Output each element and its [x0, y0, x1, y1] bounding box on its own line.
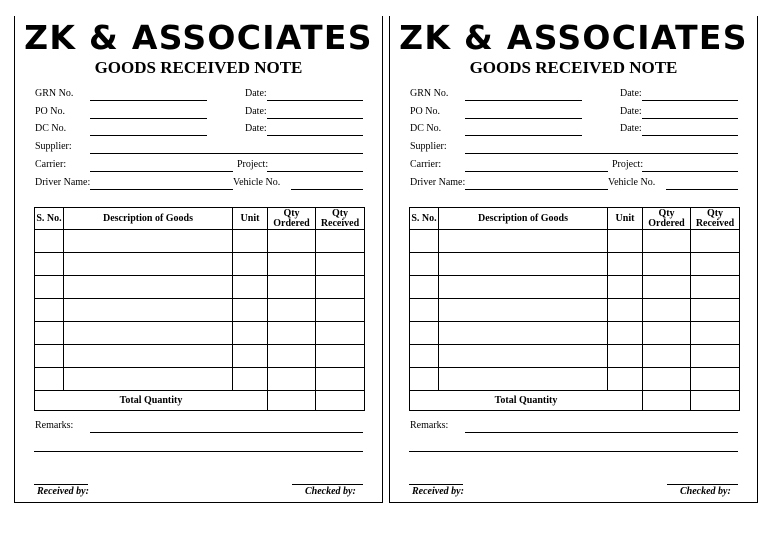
table-cell[interactable] [608, 230, 643, 253]
table-cell[interactable] [608, 253, 643, 276]
table-cell[interactable] [643, 345, 691, 368]
table-cell[interactable] [643, 230, 691, 253]
table-cell[interactable] [691, 276, 740, 299]
table-row [410, 345, 740, 368]
project-label: Project: [237, 159, 269, 170]
table-cell[interactable] [35, 253, 64, 276]
table-cell[interactable] [268, 276, 316, 299]
col-header-unit: Unit [608, 208, 643, 230]
date-field[interactable] [267, 118, 363, 119]
po-no-label: PO No. [35, 106, 66, 117]
vehicle-no-field[interactable] [291, 189, 363, 190]
items-table [409, 207, 740, 411]
date-label: Date: [245, 106, 267, 117]
received-by-signature-line[interactable] [409, 484, 463, 485]
table-cell[interactable] [233, 299, 268, 322]
total-row [35, 391, 365, 411]
grn-form-right [389, 16, 758, 503]
table-cell[interactable] [643, 253, 691, 276]
table-cell[interactable] [439, 230, 608, 253]
table-cell[interactable] [643, 322, 691, 345]
po-no-field[interactable] [90, 118, 207, 119]
date-label: Date: [245, 88, 267, 99]
table-cell[interactable] [316, 345, 365, 368]
form-title: GOODS RECEIVED NOTE [94, 58, 303, 77]
table-cell[interactable] [410, 276, 439, 299]
dc-no-label: DC No. [410, 123, 442, 134]
dc-no-label: DC No. [35, 123, 67, 134]
carrier-label: Carrier: [35, 159, 67, 170]
table-cell[interactable] [410, 299, 439, 322]
table-cell[interactable] [608, 322, 643, 345]
table-cell[interactable] [64, 276, 233, 299]
table-row [410, 368, 740, 391]
date-label: Date: [245, 123, 267, 134]
grn-no-field[interactable] [465, 100, 582, 101]
checked-by-label: Checked by: [680, 486, 731, 497]
project-field[interactable] [267, 171, 363, 172]
project-label: Project: [612, 159, 644, 170]
table-cell[interactable] [233, 345, 268, 368]
table-cell[interactable] [233, 230, 268, 253]
items-table [34, 207, 365, 411]
table-header-row [35, 208, 365, 230]
col-header-description: Description of Goods [439, 208, 608, 230]
table-cell[interactable] [439, 368, 608, 391]
table-row [410, 230, 740, 253]
grn-no-label: GRN No. [410, 88, 449, 99]
table-cell[interactable] [35, 345, 64, 368]
supplier-field[interactable] [465, 153, 738, 154]
table-cell[interactable] [410, 322, 439, 345]
table-cell[interactable] [410, 345, 439, 368]
carrier-field[interactable] [465, 171, 608, 172]
table-cell[interactable] [691, 368, 740, 391]
table-row [410, 322, 740, 345]
col-header-sno: S. No. [35, 208, 64, 230]
table-cell[interactable] [608, 368, 643, 391]
table-cell[interactable] [410, 368, 439, 391]
table-cell[interactable] [691, 230, 740, 253]
table-cell[interactable] [268, 368, 316, 391]
table-cell[interactable] [410, 230, 439, 253]
table-row [35, 276, 365, 299]
table-header-row [410, 208, 740, 230]
po-no-field[interactable] [465, 118, 582, 119]
driver-name-label: Driver Name: [410, 177, 466, 188]
table-cell[interactable] [316, 253, 365, 276]
vehicle-no-field[interactable] [666, 189, 738, 190]
dc-no-field[interactable] [465, 135, 582, 136]
table-cell[interactable] [608, 299, 643, 322]
table-cell[interactable] [35, 368, 64, 391]
date-field[interactable] [642, 135, 738, 136]
table-cell[interactable] [439, 299, 608, 322]
table-cell[interactable] [439, 345, 608, 368]
table-cell[interactable] [608, 276, 643, 299]
table-cell[interactable] [64, 299, 233, 322]
date-field[interactable] [267, 135, 363, 136]
col-header-qty-received: Qty Received [691, 208, 740, 230]
dc-no-field[interactable] [90, 135, 207, 136]
table-cell[interactable] [268, 230, 316, 253]
date-field[interactable] [642, 100, 738, 101]
supplier-label: Supplier: [410, 141, 447, 152]
table-cell[interactable] [64, 345, 233, 368]
checked-by-signature-line[interactable] [667, 484, 738, 485]
table-row [35, 253, 365, 276]
table-cell[interactable] [643, 276, 691, 299]
table-row [35, 368, 365, 391]
remarks-label: Remarks: [410, 420, 449, 431]
received-by-label: Received by: [412, 486, 464, 497]
driver-name-field[interactable] [465, 189, 608, 190]
table-cell[interactable] [643, 368, 691, 391]
grn-no-label: GRN No. [35, 88, 74, 99]
total-qty-ordered-cell[interactable] [268, 391, 316, 411]
po-no-label: PO No. [410, 106, 441, 117]
carrier-field[interactable] [90, 171, 233, 172]
table-cell[interactable] [691, 345, 740, 368]
table-cell[interactable] [316, 230, 365, 253]
table-cell[interactable] [608, 345, 643, 368]
total-quantity-label: Total Quantity [35, 391, 268, 411]
table-cell[interactable] [691, 253, 740, 276]
checked-by-signature-line[interactable] [292, 484, 363, 485]
grn-no-field[interactable] [90, 100, 207, 101]
table-cell[interactable] [35, 322, 64, 345]
col-header-unit: Unit [233, 208, 268, 230]
vehicle-no-label: Vehicle No. [233, 177, 281, 188]
project-field[interactable] [642, 171, 738, 172]
table-cell[interactable] [233, 276, 268, 299]
grn-form-left [14, 16, 383, 503]
received-by-signature-line[interactable] [34, 484, 88, 485]
table-cell[interactable] [316, 276, 365, 299]
table-row [35, 345, 365, 368]
vehicle-no-label: Vehicle No. [608, 177, 656, 188]
table-cell[interactable] [410, 253, 439, 276]
driver-name-field[interactable] [90, 189, 233, 190]
checked-by-label: Checked by: [305, 486, 356, 497]
table-cell[interactable] [268, 253, 316, 276]
table-cell[interactable] [316, 368, 365, 391]
table-row [35, 230, 365, 253]
col-header-sno: S. No. [410, 208, 439, 230]
table-cell[interactable] [233, 253, 268, 276]
table-cell[interactable] [268, 299, 316, 322]
form-title: GOODS RECEIVED NOTE [469, 58, 678, 77]
total-row [410, 391, 740, 411]
table-cell[interactable] [316, 299, 365, 322]
table-cell[interactable] [64, 322, 233, 345]
table-cell[interactable] [64, 230, 233, 253]
date-field[interactable] [642, 118, 738, 119]
date-label: Date: [620, 106, 642, 117]
col-header-qty-ordered: Qty Ordered [268, 208, 316, 230]
col-header-description: Description of Goods [64, 208, 233, 230]
date-label: Date: [620, 123, 642, 134]
total-quantity-label: Total Quantity [410, 391, 643, 411]
table-cell[interactable] [439, 276, 608, 299]
remarks-field[interactable] [465, 432, 738, 433]
table-cell[interactable] [268, 345, 316, 368]
table-cell[interactable] [439, 253, 608, 276]
date-field[interactable] [267, 100, 363, 101]
remarks-field-line-2[interactable] [409, 451, 738, 452]
table-cell[interactable] [316, 322, 365, 345]
total-qty-received-cell[interactable] [316, 391, 365, 411]
carrier-label: Carrier: [410, 159, 442, 170]
company-name: ZK & ASSOCIATES [399, 18, 748, 57]
supplier-field[interactable] [90, 153, 363, 154]
col-header-qty-received: Qty Received [316, 208, 365, 230]
table-cell[interactable] [35, 276, 64, 299]
date-label: Date: [620, 88, 642, 99]
table-cell[interactable] [64, 253, 233, 276]
table-cell[interactable] [643, 299, 691, 322]
table-row [410, 299, 740, 322]
table-row [410, 253, 740, 276]
table-cell[interactable] [691, 299, 740, 322]
table-cell[interactable] [35, 230, 64, 253]
table-cell[interactable] [691, 322, 740, 345]
company-name: ZK & ASSOCIATES [24, 18, 373, 57]
remarks-field[interactable] [90, 432, 363, 433]
table-row [35, 322, 365, 345]
supplier-label: Supplier: [35, 141, 72, 152]
received-by-label: Received by: [37, 486, 89, 497]
table-cell[interactable] [233, 322, 268, 345]
driver-name-label: Driver Name: [35, 177, 91, 188]
table-row [35, 299, 365, 322]
total-qty-received-cell[interactable] [691, 391, 740, 411]
remarks-label: Remarks: [35, 420, 74, 431]
col-header-qty-ordered: Qty Ordered [643, 208, 691, 230]
total-qty-ordered-cell[interactable] [643, 391, 691, 411]
table-cell[interactable] [35, 299, 64, 322]
table-cell[interactable] [233, 368, 268, 391]
table-cell[interactable] [439, 322, 608, 345]
table-cell[interactable] [268, 322, 316, 345]
remarks-field-line-2[interactable] [34, 451, 363, 452]
table-cell[interactable] [64, 368, 233, 391]
table-row [410, 276, 740, 299]
